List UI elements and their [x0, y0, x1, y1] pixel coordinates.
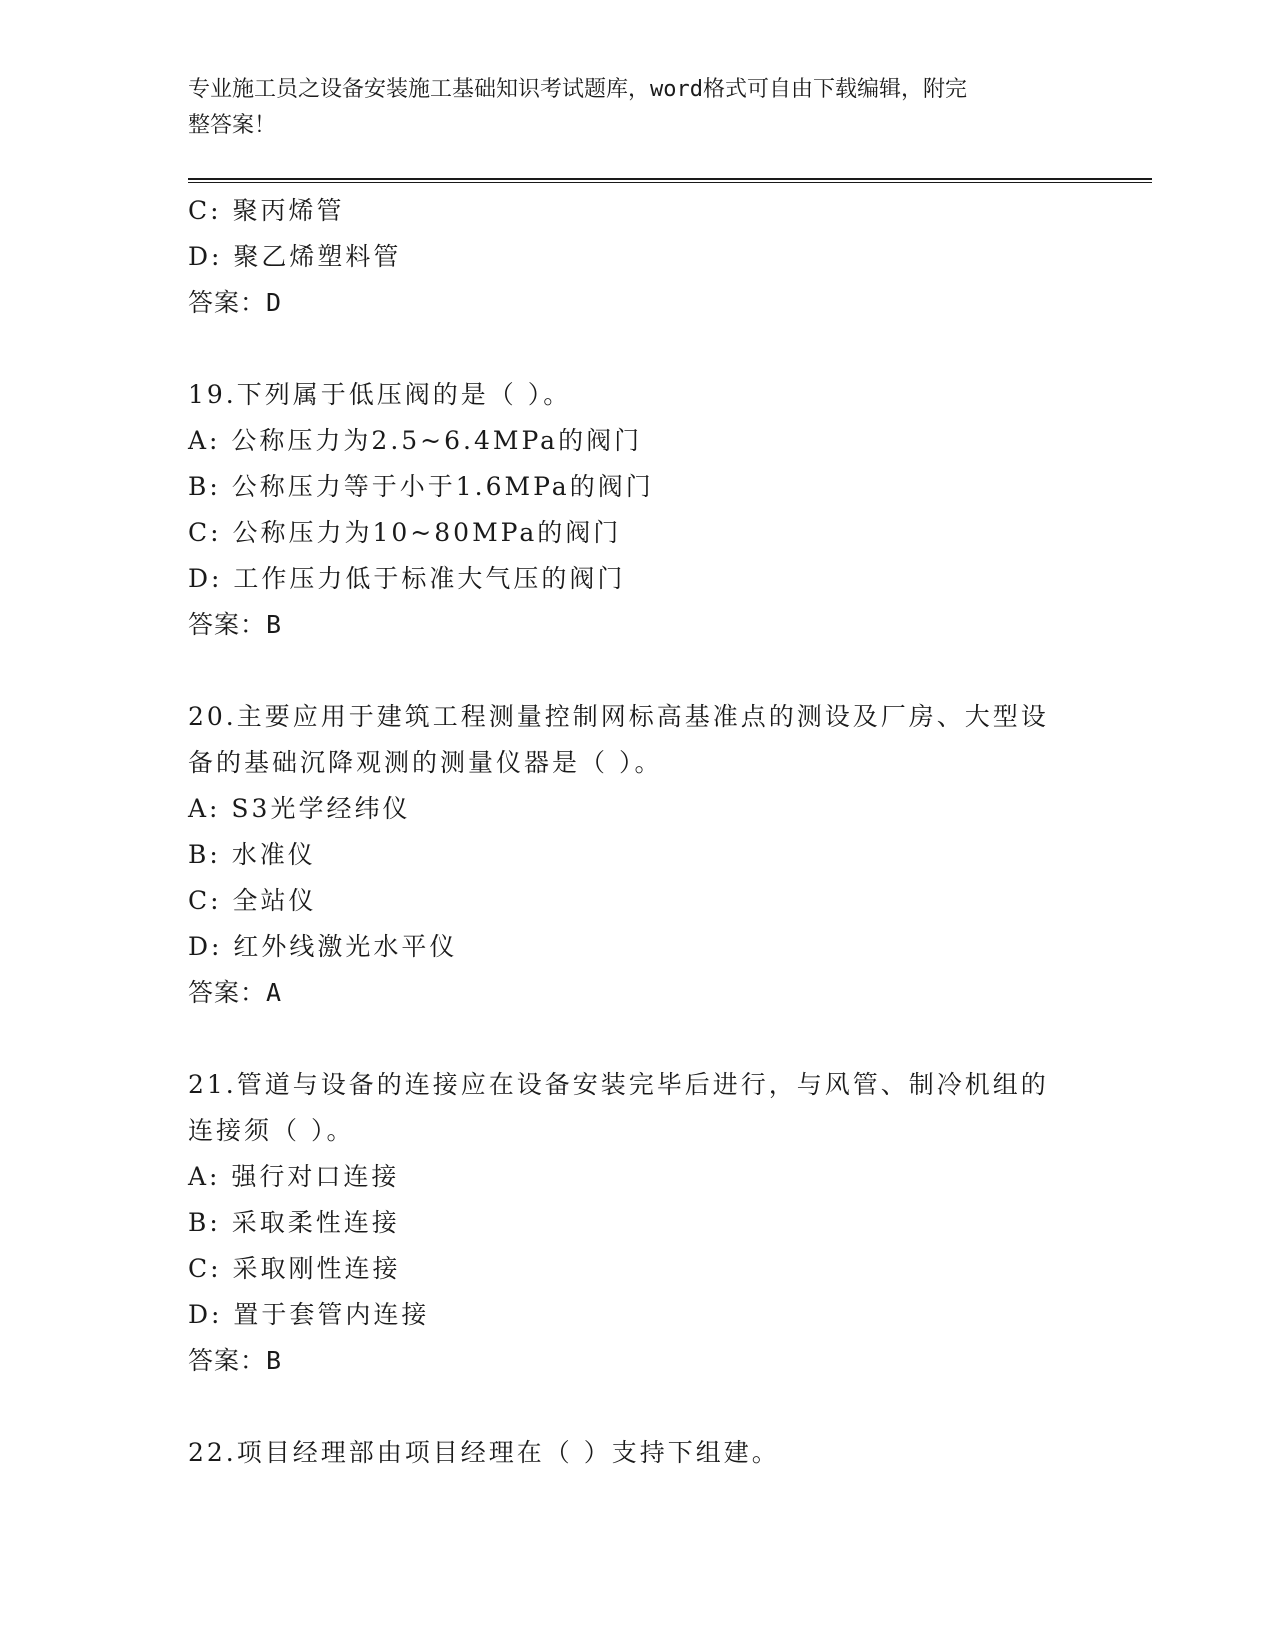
header-line-2: 整答案！: [188, 113, 277, 138]
answer-line: 答案：A: [188, 978, 283, 1007]
stem-line: 19.下列属于低压阀的是（ ）。: [188, 380, 572, 409]
question-stem: [188, 694, 1068, 786]
question-list: [188, 188, 1088, 1476]
question-22: [188, 1430, 1088, 1476]
document-header: [188, 72, 1068, 144]
option-c: C: 全站仪: [188, 886, 317, 915]
header-divider: [188, 178, 1152, 183]
option-d: D: 聚乙烯塑料管: [188, 242, 402, 271]
option-a: A: S3光学经纬仪: [188, 794, 411, 823]
question-19: [188, 372, 1088, 648]
option-d: D: 置于套管内连接: [188, 1300, 430, 1329]
question-21: [188, 1062, 1088, 1384]
stem-line: 20.主要应用于建筑工程测量控制网标高基准点的测设及厂房、大型设: [188, 702, 1049, 731]
stem-line: 备的基础沉降观测的测量仪器是（ ）。: [188, 748, 663, 777]
answer-line: 答案：B: [188, 1346, 283, 1375]
option-a: A: 强行对口连接: [188, 1162, 400, 1191]
option-c: C: 采取刚性连接: [188, 1254, 401, 1283]
stem-line: 22.项目经理部由项目经理在（ ）支持下组建。: [188, 1438, 780, 1467]
question-stem: [188, 372, 1068, 418]
option-b: B: 公称压力等于小于1.6MPa的阀门: [188, 472, 654, 501]
answer-line: 答案：D: [188, 288, 283, 317]
option-c: C: 聚丙烯管: [188, 196, 345, 225]
option-d: D: 工作压力低于标准大气压的阀门: [188, 564, 626, 593]
option-b: B: 水准仪: [188, 840, 316, 869]
option-c: C: 公称压力为10~80MPa的阀门: [188, 518, 622, 547]
answer-line: 答案：B: [188, 610, 283, 639]
header-line-1: 专业施工员之设备安装施工基础知识考试题库，word格式可自由下载编辑，附完: [188, 77, 967, 102]
option-b: B: 采取柔性连接: [188, 1208, 400, 1237]
question-stem: [188, 1062, 1068, 1154]
question-20: [188, 694, 1088, 1016]
question-stem: [188, 1430, 1068, 1476]
stem-line: 21.管道与设备的连接应在设备安装完毕后进行，与风管、制冷机组的: [188, 1070, 1049, 1099]
stem-line: 连接须（ ）。: [188, 1116, 355, 1145]
question-continued: [188, 188, 1088, 326]
option-d: D: 红外线激光水平仪: [188, 932, 458, 961]
option-a: A: 公称压力为2.5~6.4MPa的阀门: [188, 426, 643, 455]
